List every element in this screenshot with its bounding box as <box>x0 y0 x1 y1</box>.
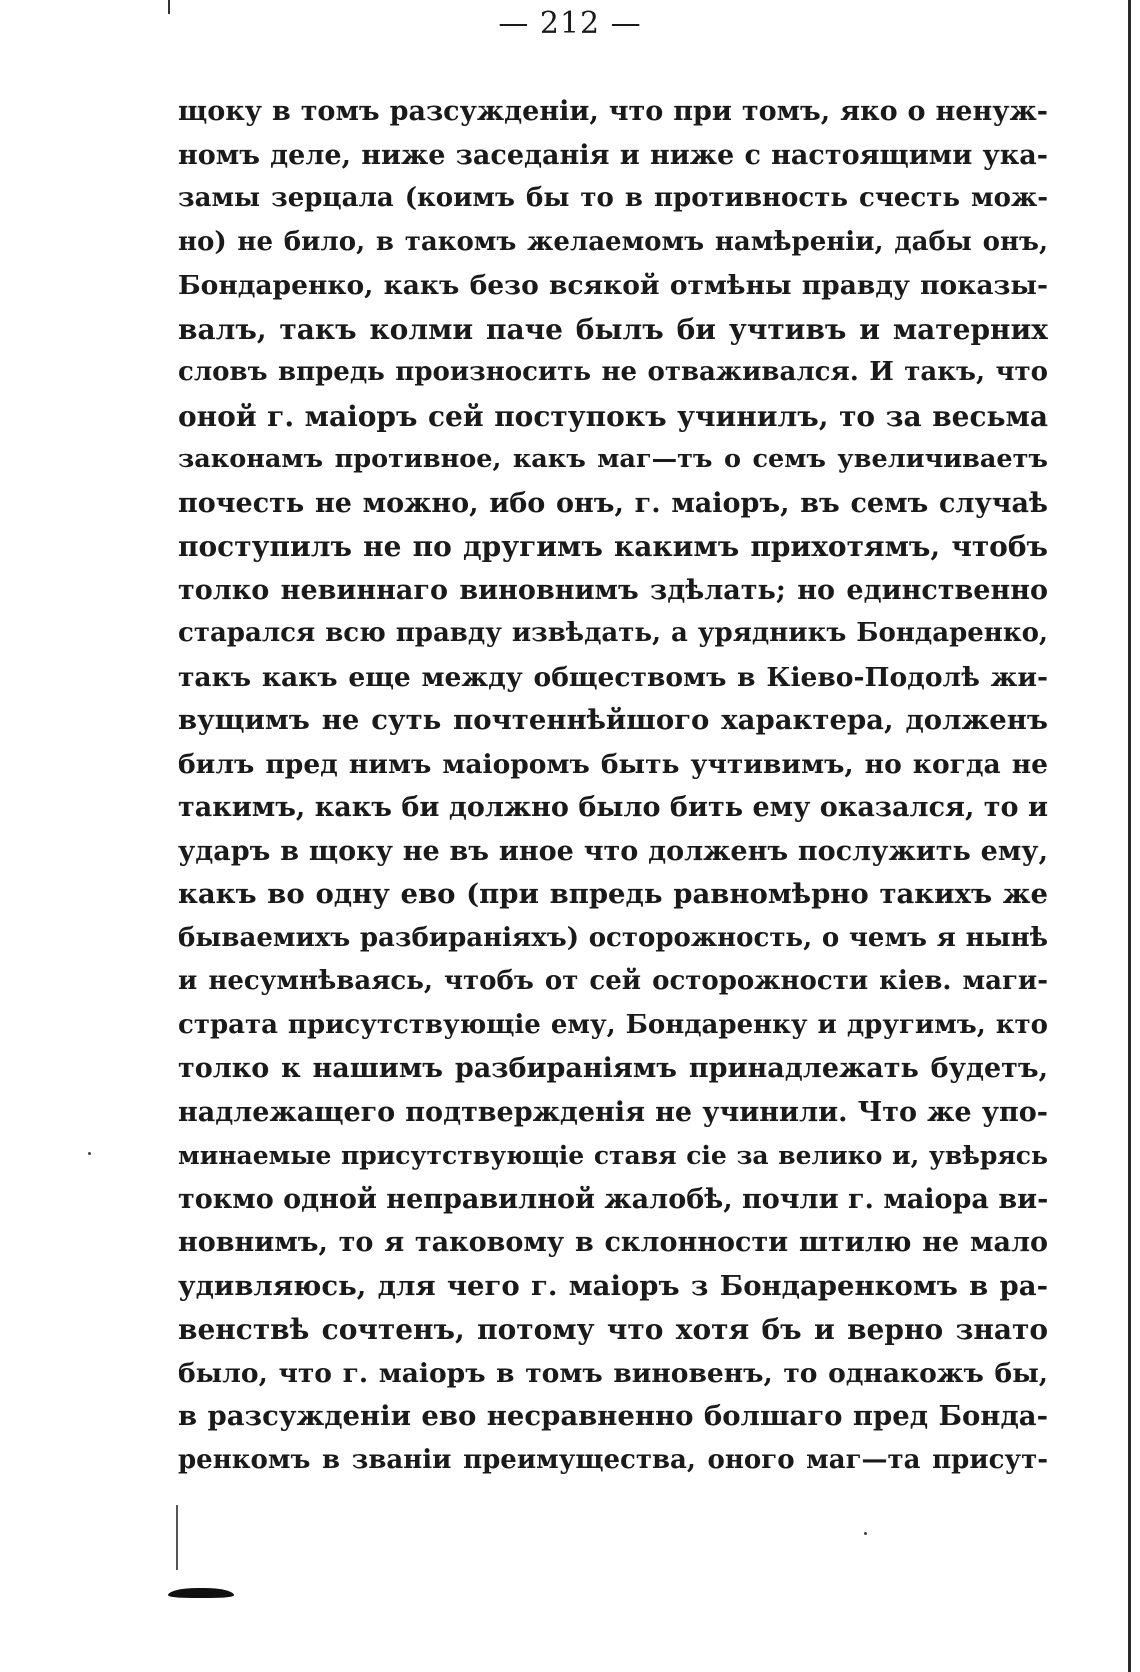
text-line: надлежащего подтвержденія не учинили. Что же упо- <box>178 1096 1048 1128</box>
text-line: оной г. маіоръ сей поступокъ учинилъ, то за весьма <box>178 399 1048 433</box>
page-edge-line <box>1128 0 1131 1672</box>
text-line: бываемихъ разбираніяхъ) осторожность, о чемъ я нынѣ <box>178 922 1048 953</box>
text-line: такимъ, какъ би должно было бить ему оказался, то и <box>178 792 1048 823</box>
body-text <box>178 90 1048 1482</box>
page-number: — 212 — <box>498 6 642 41</box>
text-line: какъ во одну ево (при впредь равномѣрно такихъ же <box>178 878 1048 910</box>
text-line: такъ какъ еще между обществомъ в Кіево-Подолѣ жи- <box>178 661 1048 693</box>
text-line: номъ деле, ниже заседанія и ниже с настоящими ука- <box>178 139 1048 171</box>
text-line: новнимъ, то я таковому в склонности штилю не мало <box>178 1227 1048 1258</box>
text-line: старался всю правду извѣдать, а урядникъ Бондаренко, <box>178 618 1048 648</box>
text-line: но) не било, в такомъ желаемомъ намѣреніи, дабы онъ, <box>178 226 1048 257</box>
text-line: валъ, такъ колми паче былъ би учтивъ и матерних <box>178 312 1048 346</box>
text-line: толко к нашимъ разбираніямъ принадлежать будетъ, <box>178 1053 1048 1084</box>
text-line: билъ пред нимъ маіоромъ быть учтивимъ, но когда не <box>178 748 1048 780</box>
text-line: удивляюсь, для чего г. маіоръ з Бондаренкомъ в ра- <box>178 1269 1048 1302</box>
text-line: поступилъ не по другимъ какимъ прихотямъ, чтобъ <box>178 530 1048 563</box>
text-line: токмо одной неправилной жалобѣ, почли г. маіора ви- <box>178 1183 1048 1215</box>
text-line: страта присутствующіе ему, Бондаренку и другимъ, кто <box>178 1009 1048 1040</box>
text-line: толко невиннаго виновнимъ здѣлать; но единственно <box>178 574 1048 606</box>
text-line: щоку в томъ разсужденіи, что при томъ, яко о ненуж- <box>178 96 1048 127</box>
scan-speck <box>88 1152 91 1155</box>
text-line: было, что г. маіоръ в томъ виновенъ, то однакожъ бы, <box>178 1357 1048 1389</box>
scan-speck <box>864 1532 867 1535</box>
scan-margin-mark <box>176 1505 178 1570</box>
text-line: минаемые присутствующіе ставя сіе за велико и, увѣрясь <box>178 1141 1048 1170</box>
text-line: и несумнѣваясь, чтобъ от сей осторожности кіев. маги- <box>178 966 1048 996</box>
ink-smudge <box>168 1588 234 1598</box>
text-line: ударъ в щоку не въ иное что долженъ послужить ему, <box>178 835 1048 867</box>
text-line: венствѣ сочтенъ, потому что хотя бъ и верно знато <box>178 1313 1048 1346</box>
text-line: законамъ противное, какъ маг—тъ о семъ увеличиваетъ <box>178 444 1048 474</box>
text-line: в разсужденіи ево несравненно болшаго пред Бонда- <box>178 1400 1048 1432</box>
text-line: Бондаренко, какъ безо всякой отмѣны правду показы- <box>178 270 1048 301</box>
text-line: вущимъ не суть почтеннѣйшого характера, долженъ <box>178 704 1048 736</box>
text-line: ренкомъ в званіи преимущества, оного маг—та присут- <box>178 1444 1048 1475</box>
text-line: почесть не можно, ибо онъ, г. маіоръ, въ семъ случаѣ <box>178 487 1048 519</box>
text-line: словъ впредь произносить не отваживался. И такъ, что <box>178 357 1048 387</box>
text-line: замы зерцала (коимъ бы то в противность счесть мож- <box>178 183 1048 213</box>
